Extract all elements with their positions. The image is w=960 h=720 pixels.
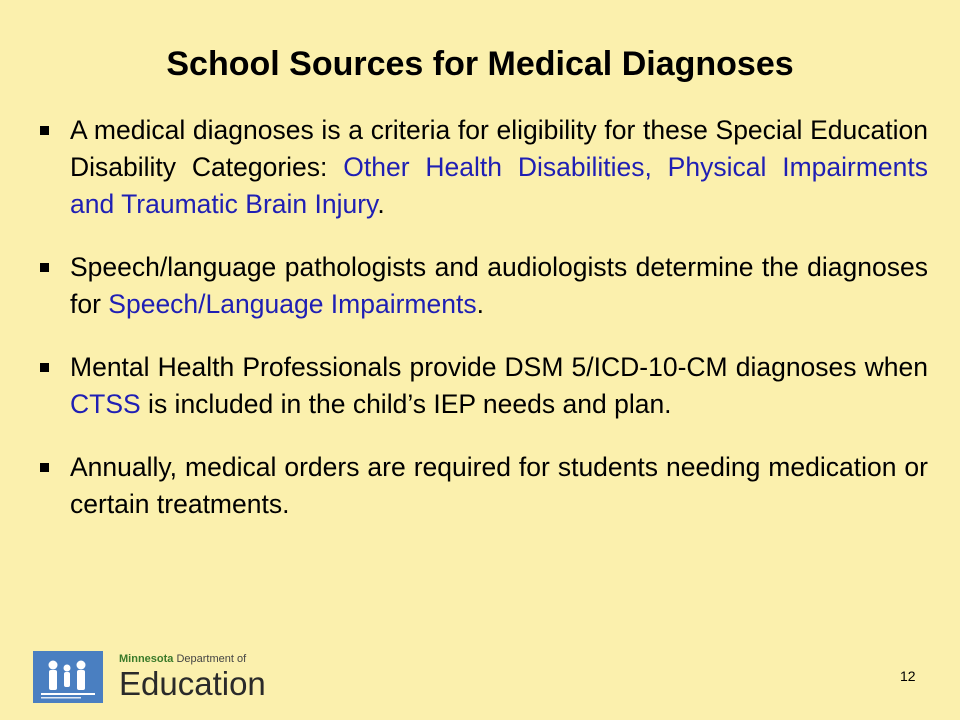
- mde-logo-dept-line: [119, 653, 246, 665]
- bullet-text-highlight: Other Health Disabilities, Physical Impairments and Traumatic Brain Injury: [70, 152, 928, 219]
- mde-logo-education: Education: [119, 665, 266, 702]
- bullet-list: [30, 112, 928, 549]
- footer-logos: [33, 651, 293, 703]
- bullet-text-highlight: CTSS: [70, 389, 141, 419]
- bullet-item: [30, 349, 928, 423]
- bullet-item: [30, 112, 928, 223]
- bullet-square-icon: [40, 363, 49, 372]
- bullet-text-part: .: [476, 289, 484, 319]
- bullet-text-part: Speech/language pathologists and audiologists determine the diagnoses for: [70, 252, 928, 319]
- mde-logo-dept: Department of: [173, 653, 247, 665]
- bullet-square-icon: [40, 263, 49, 272]
- bullet-item: [30, 449, 928, 523]
- bullet-item: [30, 249, 928, 323]
- bullet-square-icon: [40, 463, 49, 472]
- slide-title: School Sources for Medical Diagnoses: [166, 45, 794, 83]
- bullet-text-highlight: Speech/Language Impairments: [108, 289, 477, 319]
- bullet-text-part: A medical diagnoses is a criteria for eligibility for these Special Education Disability Categories:: [70, 115, 928, 182]
- bullet-text-part: Mental Health Professionals provide DSM 5/ICD-10-CM diagnoses when: [70, 352, 928, 382]
- bullet-text-part: Annually, medical orders are required for students needing medication or certain treatments.: [70, 452, 928, 519]
- dhs-family-logo-icon: [33, 651, 103, 703]
- bullet-text-part: is included in the child’s IEP needs and plan.: [140, 389, 672, 419]
- bullet-square-icon: [40, 126, 49, 135]
- bullet-text-part: .: [377, 189, 385, 219]
- mde-logo-state: Minnesota: [119, 653, 174, 665]
- page-number: 12: [900, 668, 916, 684]
